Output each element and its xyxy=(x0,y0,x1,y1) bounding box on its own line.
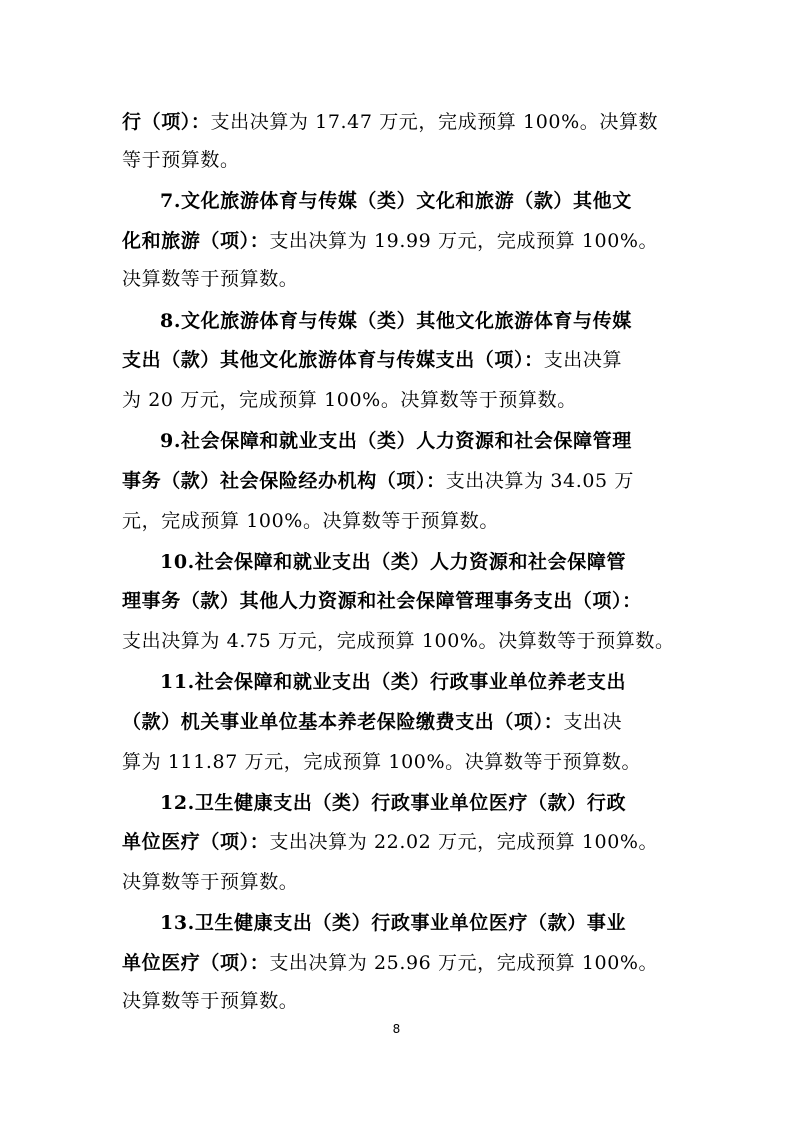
item-text: 算为 111.87 万元，完成预算 100%。决算数等于预算数。 xyxy=(122,751,642,773)
paragraph-line xyxy=(160,426,632,456)
item-heading: 13.卫生健康支出（类）行政事业单位医疗（款）事业 xyxy=(160,912,627,934)
paragraph-line xyxy=(122,827,658,857)
paragraph-line xyxy=(160,186,632,216)
item-text: 决算数等于预算数。 xyxy=(122,990,299,1012)
page-number: 8 xyxy=(392,1022,401,1036)
item-heading: 化和旅游（项）： xyxy=(122,230,270,252)
paragraph-line xyxy=(160,667,626,697)
paragraph-line xyxy=(122,385,577,415)
item-text: 支出决算为 34.05 万 xyxy=(445,470,634,492)
paragraph-line xyxy=(122,986,298,1016)
paragraph-line xyxy=(122,345,622,375)
paragraph-line xyxy=(122,707,622,737)
item-heading: 12.卫生健康支出（类）行政事业单位医疗（款）行政 xyxy=(160,792,627,814)
paragraph-line xyxy=(122,226,658,256)
item-heading: 事务（款）社会保险经办机构（项）： xyxy=(122,470,446,492)
paragraph-line xyxy=(122,107,658,137)
paragraph-line xyxy=(122,867,298,897)
item-text: 支出决算为 19.99 万元，完成预算 100%。 xyxy=(269,230,659,252)
item-text: 支出决算为 22.02 万元，完成预算 100%。 xyxy=(269,831,659,853)
item-heading: 支出（款）其他文化旅游体育与传媒支出（项）： xyxy=(122,349,544,371)
item-heading: 9.社会保障和就业支出（类）人力资源和社会保障管理 xyxy=(160,430,632,452)
paragraph-line xyxy=(122,264,298,294)
paragraph-line xyxy=(160,908,626,938)
paragraph-line xyxy=(160,306,632,336)
item-text: 支出决算为 4.75 万元，完成预算 100%。决算数等于预算数。 xyxy=(122,630,675,652)
item-text: 支出决算为 25.96 万元，完成预算 100%。 xyxy=(269,952,659,974)
paragraph-line xyxy=(122,506,499,536)
item-text: 元，完成预算 100%。决算数等于预算数。 xyxy=(122,510,499,532)
paragraph-line xyxy=(122,948,658,978)
paragraph-line xyxy=(122,145,240,175)
item-heading: 行（项）： xyxy=(122,111,211,133)
paragraph-line xyxy=(122,466,634,496)
paragraph-line xyxy=(160,547,626,577)
item-text: 为 20 万元，完成预算 100%。决算数等于预算数。 xyxy=(122,389,577,411)
paragraph-line xyxy=(122,626,675,656)
paragraph-line xyxy=(122,586,642,616)
item-text: 决算数等于预算数。 xyxy=(122,871,299,893)
item-heading: （款）机关事业单位基本养老保险缴费支出（项）： xyxy=(122,711,564,733)
item-text: 支出决算 xyxy=(543,349,623,371)
item-heading: 单位医疗（项）： xyxy=(122,831,270,853)
item-heading: 11.社会保障和就业支出（类）行政事业单位养老支出 xyxy=(160,671,627,693)
item-text: 支出决 xyxy=(563,711,623,733)
item-heading: 理事务（款）其他人力资源和社会保障管理事务支出（项）： xyxy=(122,590,642,612)
item-heading: 单位医疗（项）： xyxy=(122,952,270,974)
item-text: 决算数等于预算数。 xyxy=(122,268,299,290)
paragraph-line xyxy=(160,788,626,818)
item-text: 支出决算为 17.47 万元，完成预算 100%。决算数 xyxy=(210,111,659,133)
paragraph-line xyxy=(122,747,641,777)
item-heading: 10.社会保障和就业支出（类）人力资源和社会保障管 xyxy=(160,551,627,573)
item-heading: 7.文化旅游体育与传媒（类）文化和旅游（款）其他文 xyxy=(160,190,632,212)
item-text: 等于预算数。 xyxy=(122,149,240,171)
item-heading: 8.文化旅游体育与传媒（类）其他文化旅游体育与传媒 xyxy=(160,310,632,332)
